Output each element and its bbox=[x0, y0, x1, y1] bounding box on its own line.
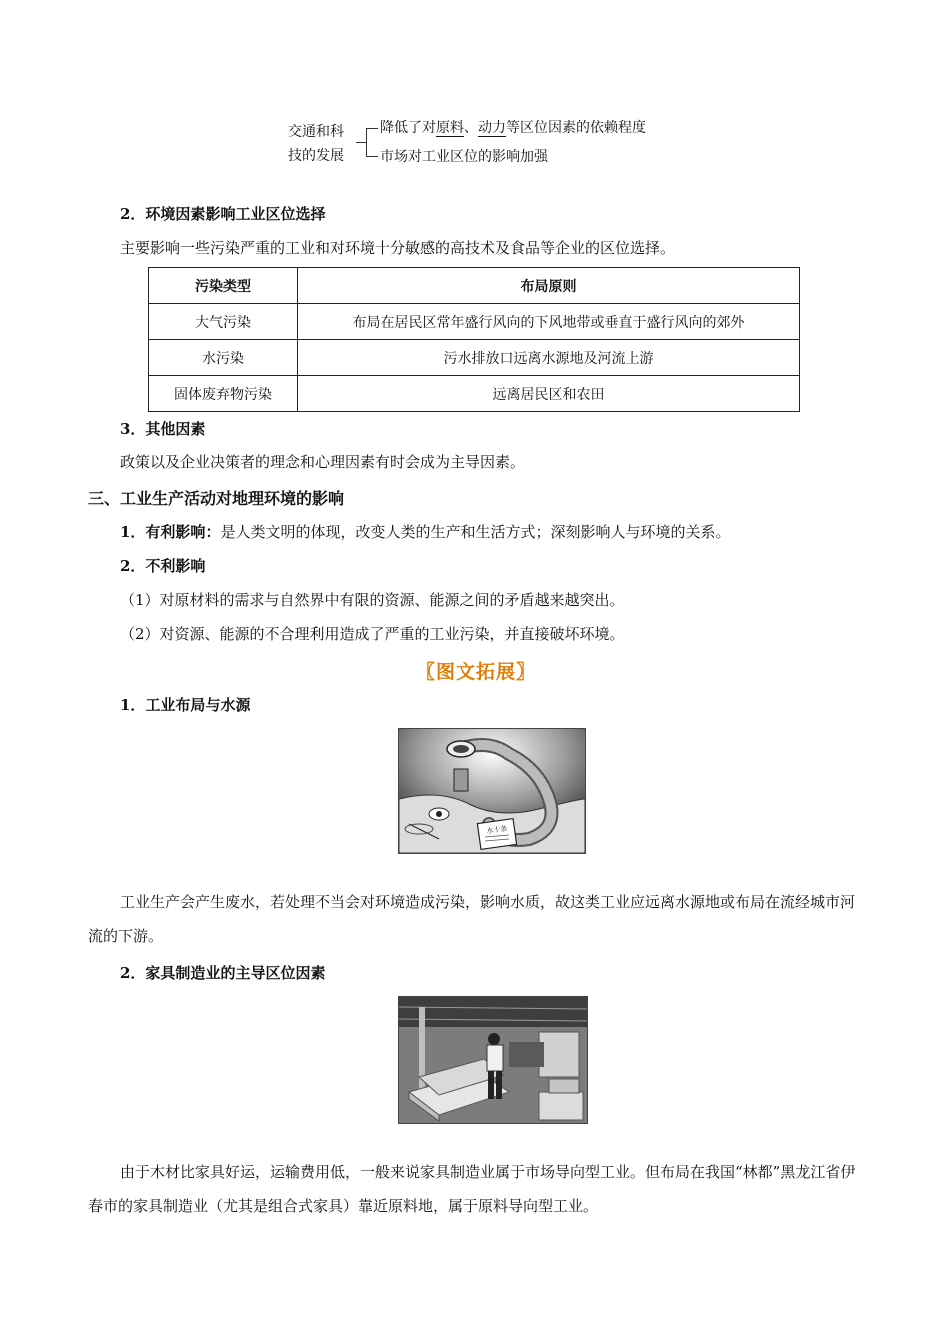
table-row bbox=[149, 304, 800, 340]
diagram-item-1-suffix: 等区位因素的依赖程度 bbox=[506, 120, 646, 136]
table-row bbox=[149, 376, 800, 412]
extension-paragraph-2 bbox=[88, 1155, 868, 1223]
part-3-item-2-heading: 2．不利影响 bbox=[120, 557, 206, 575]
part-3-item-1-label: 1．有利影响： bbox=[120, 523, 221, 541]
section-3-text: 政策以及企业决策者的理念和心理因素有时会成为主导因素。 bbox=[120, 453, 526, 471]
pipe-illustration-svg bbox=[399, 729, 585, 853]
diagram-item-2: 市场对工业区位的影响加强 bbox=[380, 149, 548, 165]
part-3-title: 三、工业生产活动对地理环境的影响 bbox=[88, 489, 345, 508]
table-cell-principle: 远离居民区和农田 bbox=[298, 376, 800, 412]
diagram-left-line1: 交通和科 bbox=[288, 124, 344, 140]
table-cell-principle: 布局在居民区常年盛行风向的下风地带或垂直于盛行风向的郊外 bbox=[298, 304, 800, 340]
extension-heading-2: 2．家具制造业的主导区位因素 bbox=[120, 964, 326, 982]
part-3-sub-2: （2）对资源、能源的不合理利用造成了严重的工业污染，并直接破坏环境。 bbox=[120, 625, 625, 643]
extension-paragraph-1 bbox=[88, 885, 868, 953]
part-3-item-1-text: 是人类文明的体现，改变人类的生产和生活方式；深刻影响人与环境的关系。 bbox=[220, 523, 731, 541]
diagram-bracket-bottom bbox=[366, 156, 378, 157]
section-2-heading: 2．环境因素影响工业区位选择 bbox=[120, 205, 326, 223]
diagram-bracket-stem bbox=[356, 142, 366, 143]
diagram-item-1-prefix: 降低了对 bbox=[380, 120, 436, 136]
diagram-item-1-raw-material: 原料 bbox=[436, 120, 464, 136]
table-header-type: 污染类型 bbox=[149, 268, 298, 304]
table-header-row bbox=[149, 268, 800, 304]
section-2-intro: 主要影响一些污染严重的工业和对环境十分敏感的高技术及食品等企业的区位选择。 bbox=[120, 239, 676, 257]
diagram-bracket-vertical bbox=[366, 128, 367, 156]
table-cell-type: 固体废弃物污染 bbox=[149, 376, 298, 412]
extension-heading-1: 1．工业布局与水源 bbox=[120, 696, 251, 714]
table-row bbox=[149, 340, 800, 376]
diagram-item-1-power: 动力 bbox=[478, 120, 506, 136]
furniture-factory-photo bbox=[398, 996, 588, 1124]
extension-paragraph-1-text: 工业生产会产生废水，若处理不当会对环境造成污染，影响水质，故这类工业应远离水源地或布局在流经城市河流的下游。 bbox=[88, 893, 856, 945]
factory-photo-svg bbox=[399, 997, 587, 1123]
table-cell-type: 大气污染 bbox=[149, 304, 298, 340]
extension-paragraph-2-text: 由于木材比家具好运，运输费用低，一般来说家具制造业属于市场导向型工业。但布局在我国“林都”黑龙江省伊春市的家具制造业（尤其是组合式家具）靠近原料地，属于原料导向型工业。 bbox=[88, 1163, 856, 1215]
water-pollution-illustration bbox=[398, 728, 586, 854]
pollution-table bbox=[148, 267, 800, 412]
diagram-item-1 bbox=[380, 118, 646, 138]
section-3-heading: 3．其他因素 bbox=[120, 420, 206, 438]
pipe-illustration-label: 水十条 bbox=[485, 824, 508, 836]
part-3-item-1 bbox=[120, 522, 730, 542]
part-3-sub-1: （1）对原材料的需求与自然界中有限的资源、能源之间的矛盾越来越突出。 bbox=[120, 591, 625, 609]
diagram-bracket-top bbox=[366, 128, 378, 129]
table-cell-type: 水污染 bbox=[149, 340, 298, 376]
extension-title: 〖图文拓展〗 bbox=[416, 661, 537, 683]
diagram-left-label bbox=[288, 120, 358, 168]
diagram-left-line2: 技的发展 bbox=[288, 148, 344, 164]
table-cell-principle: 污水排放口远离水源地及河流上游 bbox=[298, 340, 800, 376]
diagram-item-1-sep: 、 bbox=[464, 120, 478, 136]
table-header-principle: 布局原则 bbox=[298, 268, 800, 304]
